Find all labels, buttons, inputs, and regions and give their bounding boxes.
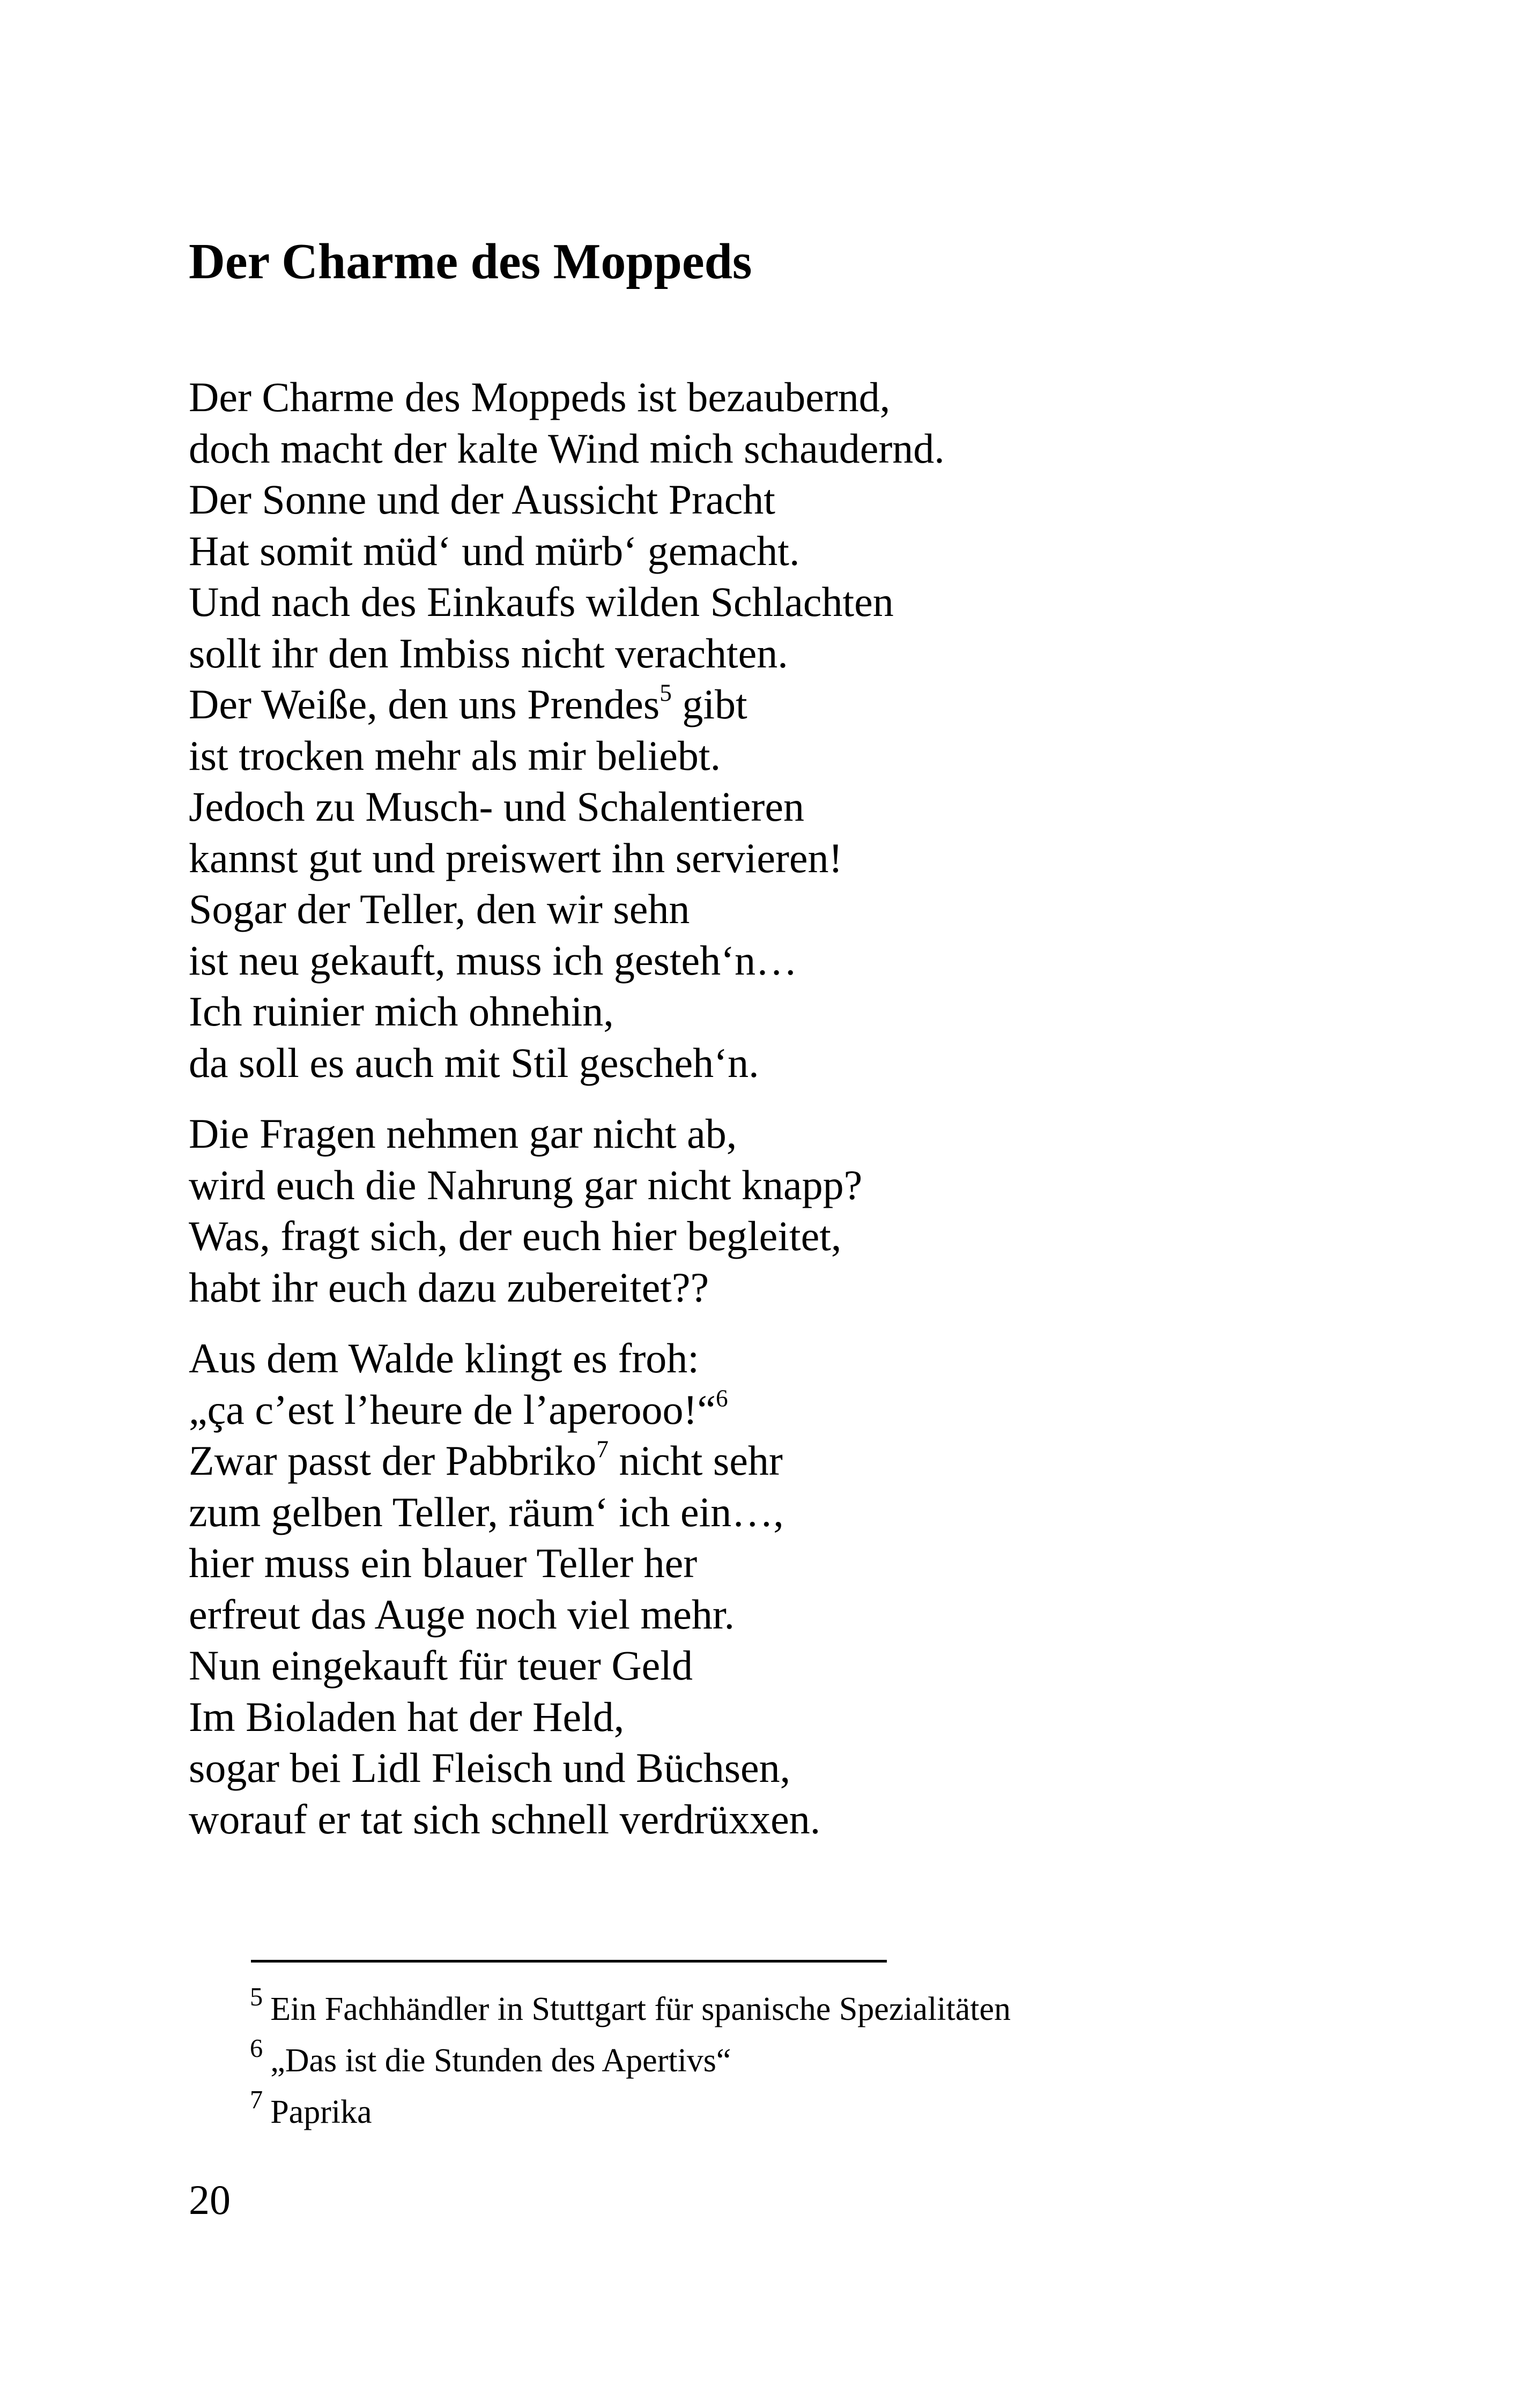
poem-line (189, 1262, 1368, 1313)
footnote-separator (251, 1960, 887, 1963)
stanza (189, 1108, 1368, 1313)
poem-line-text: habt ihr euch dazu zubereitet?? (189, 1264, 709, 1311)
poem-line (189, 1160, 1368, 1211)
footnote-reference: 7 (596, 1436, 609, 1463)
poem-line (189, 1537, 1368, 1589)
poem-line (189, 1037, 1368, 1089)
poem-line-text: worauf er tat sich schnell verdrüxxen. (189, 1795, 821, 1842)
poem-line (189, 1794, 1368, 1845)
poem-line (189, 1742, 1368, 1794)
poem-line (189, 474, 1368, 525)
poem-line-text: Sogar der Teller, den wir sehn (189, 886, 690, 932)
poem-line-text: sogar bei Lidl Fleisch und Büchsen, (189, 1744, 791, 1791)
poem-line (189, 1487, 1368, 1538)
poem-line-text: doch macht der kalte Wind mich schaudernd. (189, 425, 945, 472)
poem-line (189, 1691, 1368, 1743)
poem-line-text-continued: nicht sehr (608, 1437, 783, 1484)
poem-line (189, 935, 1368, 986)
poem-line (189, 576, 1368, 628)
poem-line-text: ist trocken mehr als mir beliebt. (189, 732, 721, 779)
poem-line (189, 1589, 1368, 1640)
poem-line-text: Der Sonne und der Aussicht Pracht (189, 476, 775, 523)
poem-line (189, 679, 1368, 730)
poem-line-text: da soll es auch mit Stil gescheh‘n. (189, 1039, 759, 1086)
poem-line-text: erfreut das Auge noch viel mehr. (189, 1591, 735, 1638)
poem-line (189, 1210, 1368, 1262)
footnote (250, 1983, 1011, 2035)
page-number: 20 (189, 2176, 231, 2223)
poem-line-text: kannst gut und preiswert ihn servieren! (189, 834, 843, 881)
poem-line-text: sollt ihr den Imbiss nicht verachten. (189, 629, 788, 677)
poem-line-text: Der Charme des Moppeds ist bezaubernd, (189, 374, 891, 420)
poem-line-text: Hat somit müd‘ und mürb‘ gemacht. (189, 527, 800, 574)
poem-line-text: hier muss ein blauer Teller her (189, 1540, 698, 1586)
poem-line (189, 1384, 1368, 1436)
poem-body (189, 371, 1368, 1845)
poem-line-text: ist neu gekauft, muss ich gesteh‘n… (189, 937, 798, 984)
footnote-reference: 6 (716, 1384, 728, 1411)
footnote-number: 7 (250, 2086, 263, 2115)
poem-line-text: Was, fragt sich, der euch hier begleitet, (189, 1213, 842, 1259)
poem-line (189, 833, 1368, 884)
footnote-reference: 5 (660, 679, 672, 707)
poem-line (189, 628, 1368, 679)
poem-line (189, 781, 1368, 833)
footnote-number: 6 (250, 2034, 263, 2063)
poem-line-text: Zwar passt der Pabbriko (189, 1437, 597, 1484)
poem-line-text: Jedoch zu Musch- und Schalentieren (189, 783, 804, 830)
poem-line-text: Im Bioladen hat der Held, (189, 1693, 625, 1740)
poem-line (189, 1333, 1368, 1384)
poem-line-text-continued: gibt (671, 681, 747, 727)
poem-line (189, 1108, 1368, 1160)
footnote-text: Ein Fachhändler in Stuttgart für spanische Spezialitäten (270, 1991, 1011, 2027)
footnote-text: Paprika (270, 2094, 372, 2130)
poem-line-text: „ça c’est l’heure de l’aperooo!“ (189, 1386, 716, 1433)
poem-line-text: Und nach des Einkaufs wilden Schlachten (189, 578, 894, 625)
stanza (189, 371, 1368, 1088)
poem-line (189, 371, 1368, 423)
footnotes (250, 1983, 1011, 2138)
poem-line-text: Der Weiße, den uns Prendes (189, 681, 660, 727)
poem-line (189, 1435, 1368, 1487)
footnote-text: „Das ist die Stunden des Apertivs“ (270, 2042, 731, 2079)
footnote (250, 2035, 1011, 2086)
poem-line (189, 883, 1368, 935)
footnote (250, 2086, 1011, 2138)
poem-line (189, 423, 1368, 474)
poem-line-text: Nun eingekauft für teuer Geld (189, 1642, 693, 1689)
poem-line (189, 986, 1368, 1037)
poem-line (189, 525, 1368, 577)
poem-title: Der Charme des Moppeds (189, 234, 752, 289)
poem-line-text: zum gelben Teller, räum‘ ich ein…, (189, 1488, 784, 1535)
footnote-number: 5 (250, 1983, 263, 2012)
poem-line (189, 730, 1368, 782)
poem-line-text: Ich ruinier mich ohnehin, (189, 988, 614, 1035)
stanza (189, 1333, 1368, 1845)
poem-line (189, 1640, 1368, 1691)
poem-line-text: wird euch die Nahrung gar nicht knapp? (189, 1161, 863, 1208)
poem-line-text: Die Fragen nehmen gar nicht ab, (189, 1110, 737, 1157)
poem-line-text: Aus dem Walde klingt es froh: (189, 1335, 699, 1381)
